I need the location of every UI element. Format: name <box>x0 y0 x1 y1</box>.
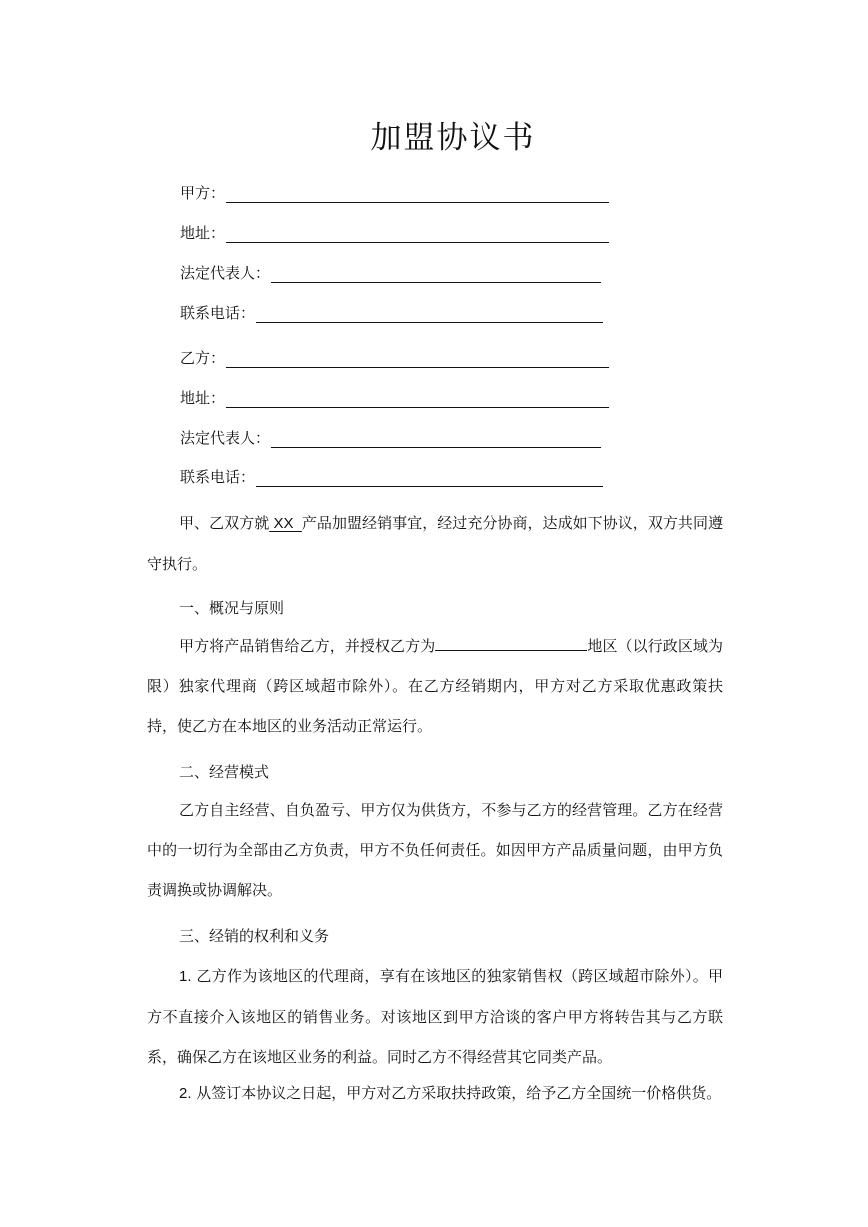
party-a-phone-line <box>180 303 603 323</box>
party-a-rep-blank[interactable] <box>271 266 601 283</box>
party-b-rep-line <box>180 428 601 448</box>
party-a-name-line <box>180 183 609 203</box>
intro-text-before: 甲、乙双方就 <box>179 514 270 532</box>
intro-text-after: 产品加盟经销事宜，经过充分协商，达成如下协议，双方共同遵守执行。 <box>147 514 723 573</box>
party-a-rep-line <box>180 263 601 283</box>
section-3-item-1 <box>147 956 723 1077</box>
item-2-text: 从签订本协议之日起，甲方对乙方采取扶持政策，给予乙方全国统一价格供货。 <box>196 1084 722 1102</box>
party-a-address-blank[interactable] <box>226 226 609 243</box>
section-3-heading: 三、经销的权利和义务 <box>179 927 330 945</box>
party-b-rep-label: 法定代表人： <box>180 429 271 447</box>
intro-product-name: XX <box>269 515 302 532</box>
party-a-label: 甲方： <box>180 184 226 202</box>
section-2-paragraph: 乙方自主经营、自负盈亏、甲方仅为供货方，不参与乙方的经营管理。乙方在经营中的一切行为全部由乙方负责，甲方不负任何责任。如因甲方产品质量问题，由甲方负责调换或协调解决。 <box>147 801 723 899</box>
item-1-number: 1. <box>179 968 192 985</box>
section-2-heading: 二、经营模式 <box>179 763 270 781</box>
section-1-text-after: 地区（以行政区域为限）独家代理商（跨区域超市除外）。在乙方经销期内，甲方对乙方采取优惠政策扶持，使乙方在本地区的业务活动正常运行。 <box>147 637 723 735</box>
party-b-phone-line <box>180 467 603 487</box>
party-b-phone-label: 联系电话： <box>180 468 256 486</box>
intro-paragraph <box>147 503 723 584</box>
party-a-name-blank[interactable] <box>226 186 609 203</box>
party-a-rep-label: 法定代表人： <box>180 264 271 282</box>
item-1-text: 乙方作为该地区的代理商，享有在该地区的独家销售权（跨区域超市除外）。甲方不直接介入该地区的销售业务。对该地区到甲方洽谈的客户甲方将转告其与乙方联系，确保乙方在该地区业务的利益。同时乙方不得经营其它同类产品。 <box>147 967 723 1066</box>
party-b-name-line <box>180 348 609 368</box>
party-a-phone-label: 联系电话： <box>180 304 256 322</box>
party-b-rep-blank[interactable] <box>271 431 601 448</box>
party-a-address-line <box>180 223 609 243</box>
section-3-item-2 <box>147 1073 723 1114</box>
party-a-phone-blank[interactable] <box>256 306 603 323</box>
section-1-paragraph <box>147 626 723 746</box>
party-b-label: 乙方： <box>180 349 226 367</box>
party-b-name-blank[interactable] <box>226 351 609 368</box>
party-b-address-blank[interactable] <box>226 391 609 408</box>
section-1-text-before: 甲方将产品销售给乙方，并授权乙方为 <box>179 637 436 655</box>
region-blank[interactable] <box>435 635 587 651</box>
party-a-address-label: 地址： <box>180 224 226 242</box>
document-title: 加盟协议书 <box>370 120 536 156</box>
party-b-address-line <box>180 388 609 408</box>
party-b-phone-blank[interactable] <box>256 470 603 487</box>
party-b-address-label: 地址： <box>180 389 226 407</box>
section-1-heading: 一、概况与原则 <box>179 599 285 617</box>
item-2-number: 2. <box>179 1085 192 1102</box>
